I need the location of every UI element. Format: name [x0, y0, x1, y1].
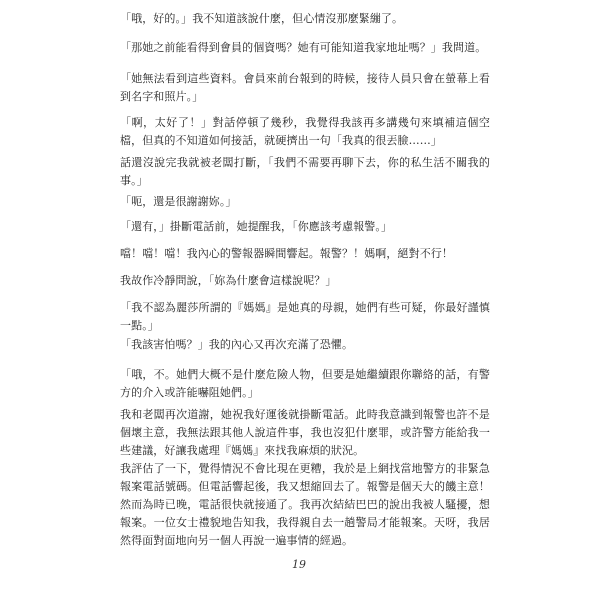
paragraph: 「哦，好的。」我不知道該說什麼，但心情沒那麼緊繃了。: [120, 12, 404, 25]
paragraph: 「我該害怕嗎？」我的內心又再次充滿了恐懼。: [120, 338, 354, 351]
paragraph: 「啊，太好了！」對話停頓了幾秒，我覺得我該再多講幾句來填補這個空檔，但真的不知道如何接話，就硬擠出一句「我真的很丟臉……」: [120, 116, 490, 147]
paragraph: 我評估了一下，覺得情況不會比現在更糟，我於是上網找當地警方的非緊急報案電話號碼。但電話響起後，我又想縮回去了。報警是個天大的饑主意！然而為時已晚，電話很快就接通了。我再次結結巴巴的說出我被人騷擾，想報案。一位女士禮貌地告知我，我得親自去一趟警局才能報案。天呀，我居然得面對面地向另一個人再說一遍事情的經過。: [120, 462, 490, 547]
paragraph: 「還有，」掛斷電話前，她提醒我，「你應該考慮報警。」: [120, 220, 393, 233]
paragraph: 噹！噹！噹！我內心的警報器瞬間響起。報警？！媽啊，絕對不行！: [120, 247, 453, 260]
paragraph: 「呃，還是很謝謝妳。」: [120, 195, 237, 208]
paragraph: 「我不認為麗莎所謂的『媽媽』是她真的母親，她們有些可疑，你最好謹慎一點。」: [120, 301, 490, 332]
paragraph: 我故作冷靜問說，「妳為什麼會這樣說呢？」: [120, 274, 337, 287]
paragraph: 「她無法看到這些資料。會員來前台報到的時候，接待人員只會在螢幕上看到名字和照片。」: [120, 72, 490, 103]
paragraph: 話還沒說完我就被老闆打斷，「我們不需要再聊下去，你的私生活不關我的事。」: [120, 156, 490, 187]
paragraph: 「那她之前能看得到會員的個資嗎？她有可能知道我家地址嗎？」我問道。: [120, 41, 487, 54]
paragraph: 「哦，不。她們大概不是什麼危險人物，但要是她繼續跟你聯絡的話，有警方的介入或許能嚇阻她們。」: [120, 368, 490, 399]
paragraph: 我和老闆再次道謝，她祝我好運後就掛斷電話。此時我意識到報警也許不是個壞主意，我無法跟其他人說這件事，我也沒犯什麼罪，或許警方能給我一些建議，好讓我處理『媽媽』來找我麻煩的狀況。: [120, 408, 490, 457]
page-number: 19: [292, 558, 306, 571]
